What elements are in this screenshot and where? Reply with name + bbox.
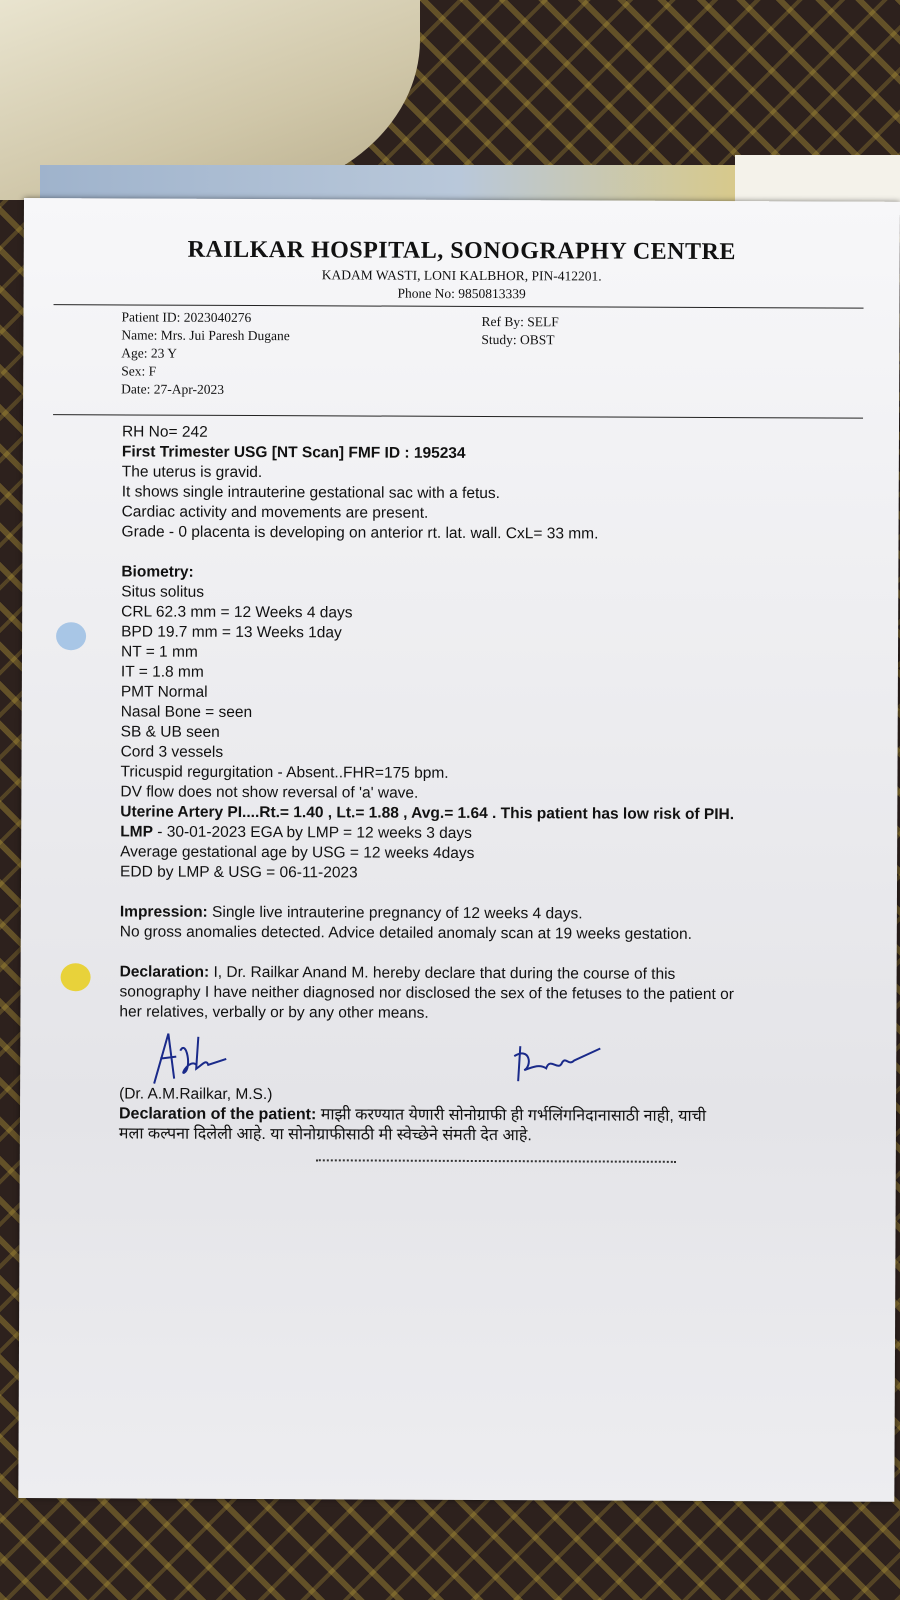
biometry-line: PMT Normal <box>120 683 208 701</box>
biometry-line: BPD 19.7 mm = 13 Weeks 1day <box>121 623 342 642</box>
report-date: Date: 27-Apr-2023 <box>121 381 225 397</box>
hospital-phone: Phone No: 9850813339 <box>397 285 526 302</box>
hospital-name: RAILKAR HOSPITAL, SONOGRAPHY CENTRE <box>187 236 736 266</box>
patient-divider <box>53 414 863 419</box>
declaration-text: I, Dr. Railkar Anand M. hereby declare that during the course of this <box>209 963 676 983</box>
signature-line <box>316 1159 676 1163</box>
patient-details <box>121 308 290 399</box>
report-sheet <box>18 198 900 1502</box>
doctor-name: (Dr. A.M.Railkar, M.S.) <box>119 1085 273 1104</box>
punch-hole <box>61 963 91 991</box>
finding-line: The uterus is gravid. <box>121 463 263 482</box>
finding-line: It shows single intrauterine gestational sac with a fetus. <box>121 483 500 503</box>
report-heading: First Trimester USG [NT Scan] FMF ID : 195234 <box>121 443 466 462</box>
patient-name: Name: Mrs. Jui Paresh Dugane <box>121 327 290 344</box>
patient-id: Patient ID: 2023040276 <box>121 309 252 325</box>
lmp-value: - 30-01-2023 EGA by LMP = 12 weeks 3 days <box>152 823 472 842</box>
impression-text: Single live intrauterine pregnancy of 12 weeks 4 days. <box>207 903 583 923</box>
patient-declaration-line: मला कल्पना दिलेली आहे. या सोनोग्राफीसाठी मी स्वेच्छेने संमती देत आहे. <box>118 1125 532 1145</box>
biometry-heading: Biometry: <box>121 563 194 581</box>
lmp-label: LMP <box>120 823 153 841</box>
patient-sex: Sex: F <box>121 363 157 379</box>
rh-number: RH No= 242 <box>121 423 208 441</box>
edd-line: EDD by LMP & USG = 06-11-2023 <box>120 863 358 882</box>
impression-line: No gross anomalies detected. Advice detailed anomaly scan at 19 weeks gestation. <box>119 923 692 943</box>
biometry-line: IT = 1.8 mm <box>120 663 204 681</box>
patient-age: Age: 23 Y <box>121 345 178 361</box>
declaration-label: Declaration: <box>119 963 210 981</box>
biometry-line: Nasal Bone = seen <box>120 703 253 722</box>
ref-by: Ref By: SELF <box>481 313 559 330</box>
punch-hole <box>56 622 86 650</box>
patient-signature <box>510 1036 610 1086</box>
biometry-line: CRL 62.3 mm = 12 Weeks 4 days <box>121 603 353 622</box>
finding-line: Grade - 0 placenta is developing on anterior rt. lat. wall. CxL= 33 mm. <box>121 523 599 543</box>
patient-declaration-text: माझी करण्यात येणारी सोनोग्राफी ही गर्भलिंगनिदानासाठी नाही, याची <box>316 1106 707 1125</box>
biometry-line: Tricuspid regurgitation - Absent..FHR=175 bpm. <box>120 763 449 782</box>
finding-line: Cardiac activity and movements are present. <box>121 503 429 522</box>
study-type: Study: OBST <box>481 331 555 348</box>
uterine-artery-line: Uterine Artery PI....Rt.= 1.40 , Lt.= 1.88 , Avg.= 1.64 . This patient has low risk of PIH. <box>120 803 735 824</box>
biometry-line: Situs solitus <box>121 583 205 601</box>
hospital-address: KADAM WASTI, LONI KALBHOR, PIN-412201. <box>321 267 602 284</box>
biometry-line: NT = 1 mm <box>120 643 198 661</box>
referral-details <box>481 313 558 349</box>
biometry-line: Cord 3 vessels <box>120 743 224 761</box>
impression-label: Impression: <box>119 903 208 921</box>
doctor-signature <box>146 1029 236 1089</box>
biometry-line: SB & UB seen <box>120 723 220 741</box>
declaration-line: her relatives, verbally or by any other means. <box>119 1003 429 1022</box>
avg-ga-line: Average gestational age by USG = 12 weeks 4days <box>120 843 475 862</box>
declaration-line: sonography I have neither diagnosed nor disclosed the sex of the fetuses to the patient or <box>119 983 734 1004</box>
patient-declaration-label: Declaration of the patient: <box>118 1105 317 1124</box>
biometry-line: DV flow does not show reversal of 'a' wave. <box>120 783 419 802</box>
